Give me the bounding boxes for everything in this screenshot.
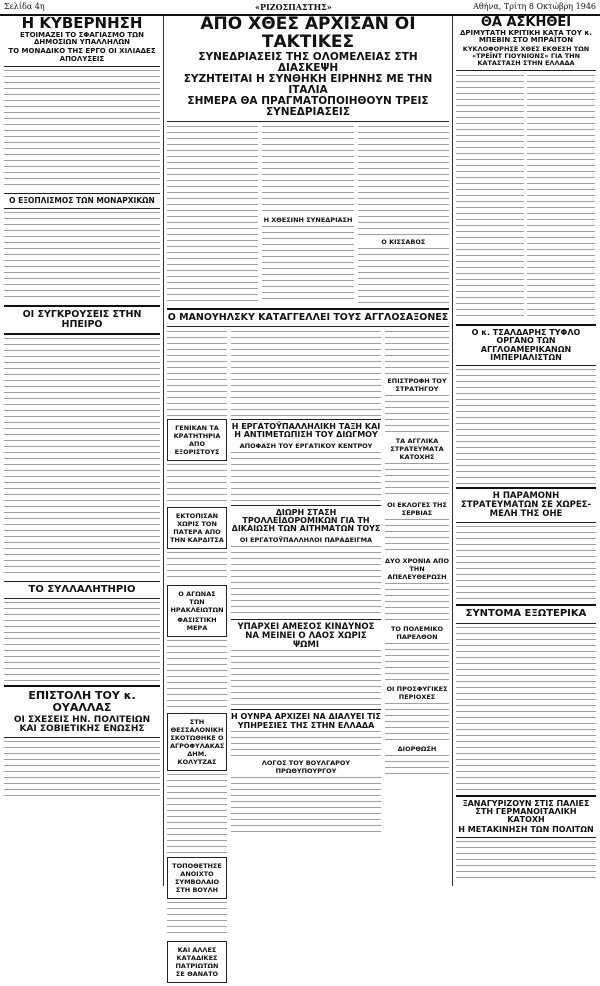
- subhead-yesterday-session: Η ΧΘΕΣΙΝΗ ΣΥΝΕΔΡΙΑΣΗ: [263, 215, 353, 224]
- article-body: [262, 226, 353, 304]
- article-body: [385, 519, 449, 555]
- subhead-citizens-movement: Η ΜΕΤΑΚΙΝΗΣΗ ΤΩΝ ΠΟΛΙΤΩΝ: [458, 824, 594, 834]
- headline-will-exercise: ΘΑ ΑΣΚΗΘΕΙ: [480, 15, 572, 30]
- article-body: [456, 75, 524, 320]
- article-body: [456, 369, 596, 484]
- mini-headline: ΤΑ ΑΓΓΛΙΚΑ ΣΤΡΑΤΕΥΜΑΤΑ ΚΑΤΟΧΗΣ: [390, 436, 444, 461]
- article-body: [4, 338, 160, 578]
- right-column: [456, 16, 596, 886]
- article-body: [167, 902, 227, 938]
- center-columns: [167, 14, 449, 978]
- article-body: [358, 126, 449, 236]
- paper-name: «ΡΙΖΟΣΠΑΣΤΗΣ»: [255, 2, 332, 12]
- article-body: [456, 841, 596, 881]
- headline-royalist-arms: Ο ΕΞΟΠΛΙΣΜΟΣ ΤΩΝ ΜΟΝΑΡΧΙΚΩΝ: [9, 196, 155, 206]
- date-line: Αθήνα, Τρίτη 8 Οκτώβρη 1946: [473, 2, 596, 11]
- article-body: [231, 546, 381, 616]
- article-body: [385, 395, 449, 435]
- boxed-headline: ΣΤΗ ΘΕΣΣΑΛΟΝΙΚΗ ΣΚΟΤΩΘΗΚΕ Ο ΑΓΡΟΦΥΛΑΚΑΣ ΔΗΜ. ΚΟΛΥΤΖΑΣ: [170, 717, 225, 766]
- subhead-dismissals: ΤΟ ΜΟΝΑΔΙΚΟ ΤΗΣ ΕΡΓΟ ΟΙ ΧΙΛΙΑΔΕΣ ΑΠΟΛΥΣΕΙΣ: [8, 47, 156, 63]
- article-body: [167, 464, 227, 504]
- left-column: [4, 16, 160, 886]
- boxed-headline: ΚΑΙ ΑΛΛΕΣ ΚΑΤΑΔΙΚΕΣ ΠΑΤΡΙΩΤΩΝ ΣΕ ΘΑΝΑΤΟ: [175, 945, 219, 978]
- headline-three-sessions: ΣΗΜΕΡΑ ΘΑ ΠΡΑΓΜΑΤΟΠΟΙΗΘΟΥΝ ΤΡΕΙΣ ΣΥΝΕΔΡΙΑΣΕΙΣ: [187, 94, 429, 118]
- headline-wallace-letter: ΕΠΙΣΤΟΛΗ ΤΟΥ κ. ΟΥΑΛΛΑΣ: [28, 689, 136, 714]
- article-body: [385, 643, 449, 683]
- headline-sessions-begin: ΑΠΟ ΧΘΕΣ ΑΡΧΙΣΑΝ ΟΙ ΤΑΚΤΙΚΕΣ: [200, 14, 416, 52]
- subhead-us-ussr: ΟΙ ΣΧΕΣΕΙΣ ΗΝ. ΠΟΛΙΤΕΙΩΝ ΚΑΙ ΣΟΒΙΕΤΙΚΗΣ ΕΝΩΣΗΣ: [13, 714, 151, 734]
- article-body: [385, 755, 449, 779]
- mini-headline: Ο ΚΙΣΣΑΒΟΣ: [381, 237, 426, 246]
- article-body: [385, 331, 449, 375]
- mini-headline: ΔΙΟΡΘΩΣΗ: [397, 744, 437, 753]
- subhead-bulgarian-pm: ΛΟΓΟΣ ΤΟΥ ΒΟΥΛΓΑΡΟΥ ΠΡΩΘΥΠΟΥΡΓΟΥ: [261, 759, 351, 776]
- article-body: [231, 452, 381, 502]
- article-body: [262, 126, 353, 214]
- article-body: [167, 774, 227, 854]
- headline-epirus: ΟΙ ΣΥΓΚΡΟΥΣΕΙΣ ΣΤΗΝ ΗΠΕΙΡΟ: [22, 309, 142, 330]
- headline-workers: Η ΕΡΓΑΤΟΫΠΑΛΛΗΛΙΚΗ ΤΑΞΗ ΚΑΙ Η ΑΝΤΙΜΕΤΩΠΙΣΗ ΤΟΥ ΔΙΩΓΜΟΥ: [231, 421, 381, 440]
- headline-manuilsky: Ο ΜΑΝΟΥΗΛΣΚΥ ΚΑΤΑΓΓΕΛΛΕΙ ΤΟΥΣ ΑΓΓΛΟΣΑΞΟΝΕΣ: [167, 311, 449, 323]
- article-body: [4, 602, 160, 682]
- article-body: [385, 463, 449, 499]
- headline-return-occupation: ΞΑΝΑΓΥΡΙΖΟΥΝ ΣΤΙΣ ΠΑΛΙΕΣ ΣΤΗ ΓΕΡΜΑΝΟΙΤΑΛΙΚΗ ΚΑΤΟΧΗ: [462, 798, 590, 825]
- subhead-workers-example: ΟΙ ΕΡΓΑΤΟΫΠΑΛΛΗΛΟΙ ΠΑΡΑΔΕΙΓΜΑ: [239, 535, 373, 544]
- article-body: [167, 552, 227, 582]
- article-body: [231, 331, 381, 416]
- subhead-bevin: ΔΡΙΜΥΤΑΤΗ ΚΡΙΤΙΚΗ ΚΑΤΑ ΤΟΥ κ. ΜΠΕΒΙΝ ΣΤΟ ΜΠΡΑΪΤΟΝ: [459, 28, 593, 44]
- mini-headline: ΔΥΟ ΧΡΟΝΙΑ ΑΠΟ ΤΗΝ ΑΠΕΛΕΥΘΕΡΩΣΗ: [385, 556, 449, 581]
- article-body: [231, 650, 381, 706]
- subhead-government: ΕΤΟΙΜΑΖΕΙ ΤΟ ΣΦΑΓΙΑΣΜΟ ΤΩΝ ΔΗΜΟΣΙΩΝ ΥΠΑΛΛΗΛΩΝ: [20, 30, 144, 47]
- mini-headline: ΤΟ ΠΟΛΕΜΙΚΟ ΠΑΡΕΛΘΟΝ: [390, 624, 444, 641]
- subhead-trade-unions: ΚΥΚΛΟΦΟΡΗΣΕ ΧΘΕΣ ΕΚΘΕΣΗ ΤΩΝ «ΤΡΕΪΝΤ ΓΙΟΥΝΙΟΝΣ» ΓΙΑ ΤΗΝ ΚΑΤΑΣΤΑΣΗ ΣΤΗΝ ΕΛΛΑΔΑ: [462, 45, 590, 67]
- headline-tsaldaris: Ο κ. ΤΣΑΛΔΑΡΗΣ ΤΥΦΛΟ ΟΡΓΑΝΟ ΤΩΝ ΑΓΓΛΟΑΜΕΡΙΚΑΝΩΝ ΙΜΠΕΡΙΑΛΙΣΤΩΝ: [471, 327, 581, 362]
- article-body: [456, 526, 596, 601]
- headline-foreign-briefs: ΣΥΝΤΟΜΑ ΕΞΩΤΕΡΙΚΑ: [465, 608, 587, 620]
- mini-headline: ΟΙ ΠΡΟΣΦΥΓΙΚΕΣ ΠΕΡΙΟΧΕΣ: [386, 684, 448, 701]
- boxed-headline: ΕΚΤΟΠΙΣΑΝ ΧΩΡΙΣ ΤΟΝ ΠΑΤΕΡΑ ΑΠΟ ΤΗΝ ΚΑΡΔΙΤΣΑ: [170, 511, 224, 544]
- mini-headline: ΟΙ ΕΚΛΟΓΕΣ ΤΗΣ ΣΕΡΒΙΑΣ: [387, 500, 447, 517]
- article-body: [456, 627, 596, 792]
- article-body: [4, 70, 160, 190]
- headline-rally: ΤΟ ΣΥΛΛΑΛΗΤΗΡΙΟ: [28, 583, 136, 595]
- headline-government: Η ΚΥΒΕΡΝΗΣΗ: [21, 14, 143, 32]
- boxed-headline: ΤΟΠΟΘΕΤΗΣΕ ΑΝΟΙΧΤΟ ΣΥΜΒΟΛΑΙΟ ΣΤΗ ΒΟΥΛΗ: [172, 861, 222, 894]
- article-body: [385, 583, 449, 623]
- headline-trolley-strike: ΔΙΩΡΗ ΣΤΑΣΗ ΤΡΟΛΛΕΪΔΟΡΟΜΙΚΩΝ ΓΙΑ ΤΗ ΔΙΚΑΙΩΣΗ ΤΩΝ ΑΙΤΗΜΑΤΩΝ ΤΟΥΣ: [231, 507, 381, 534]
- article-body: [358, 248, 449, 303]
- headline-plenary: ΣΥΝΕΔΡΙΑΣΕΙΣ ΤΗΣ ΟΛΟΜΕΛΕΙΑΣ ΣΤΗ ΔΙΑΣΚΕΨΗ: [198, 50, 418, 74]
- article-body: [231, 777, 381, 833]
- article-body: [385, 703, 449, 743]
- article-body: [4, 741, 160, 801]
- article-body: [167, 126, 258, 304]
- headline-troops-un: Η ΠΑΡΑΜΟΝΗ ΣΤΡΑΤΕΥΜΑΤΩΝ ΣΕ ΧΩΡΕΣ-ΜΕΛΗ ΤΗΣ ΟΗΕ: [460, 491, 592, 520]
- column-rule: [163, 16, 164, 886]
- subhead-labor-center: ΑΠΟΦΑΣΗ ΤΟΥ ΕΡΓΑΤΙΚΟΥ ΚΕΝΤΡΟΥ: [239, 441, 373, 450]
- article-body: [167, 331, 227, 416]
- article-body: [167, 640, 227, 710]
- boxed-headline: ΓΕΝΙΚΑΝ ΤΑ ΚΡΑΤΗΤΗΡΙΑ ΑΠΟ ΕΞΟΡΙΣΤΟΥΣ: [173, 423, 221, 456]
- boxed-headline: Ο ΑΓΩΝΑΣ ΤΩΝ ΗΡΑΚΛΕΙΩΤΩΝ: [170, 589, 224, 614]
- article-body: [527, 75, 595, 320]
- headline-italy-treaty: ΣΥΖΗΤΕΙΤΑΙ Η ΣΥΝΘΗΚΗ ΕΙΡΗΝΗΣ ΜΕ ΤΗΝ ΙΤΑΛΙΑ: [183, 72, 433, 96]
- headline-unrra: Η ΟΥΝΡΑ ΑΡΧΙΖΕΙ ΝΑ ΔΙΑΛΥΕΙ ΤΙΣ ΥΠΗΡΕΣΙΕΣ ΤΗΣ ΣΤΗΝ ΕΛΛΑΔΑ: [231, 712, 381, 730]
- boxed-subhead: ΦΑΣΙΣΤΙΚΗ ΜΕΡΑ: [177, 615, 217, 632]
- mini-headline: ΕΠΙΣΤΡΟΦΗ ΤΟΥ ΣΤΡΑΤΗΓΟΥ: [387, 376, 447, 393]
- column-rule: [452, 16, 453, 886]
- article-body: [4, 212, 160, 302]
- article-body: [231, 731, 381, 757]
- headline-bread-danger: ΥΠΑΡΧΕΙ ΑΜΕΣΟΣ ΚΙΝΔΥΝΟΣ ΝΑ ΜΕΙΝΕΙ Ο ΛΑΟΣ ΧΩΡΙΣ ΨΩΜΙ: [237, 621, 375, 650]
- page-label: Σελίδα 4η: [4, 2, 45, 11]
